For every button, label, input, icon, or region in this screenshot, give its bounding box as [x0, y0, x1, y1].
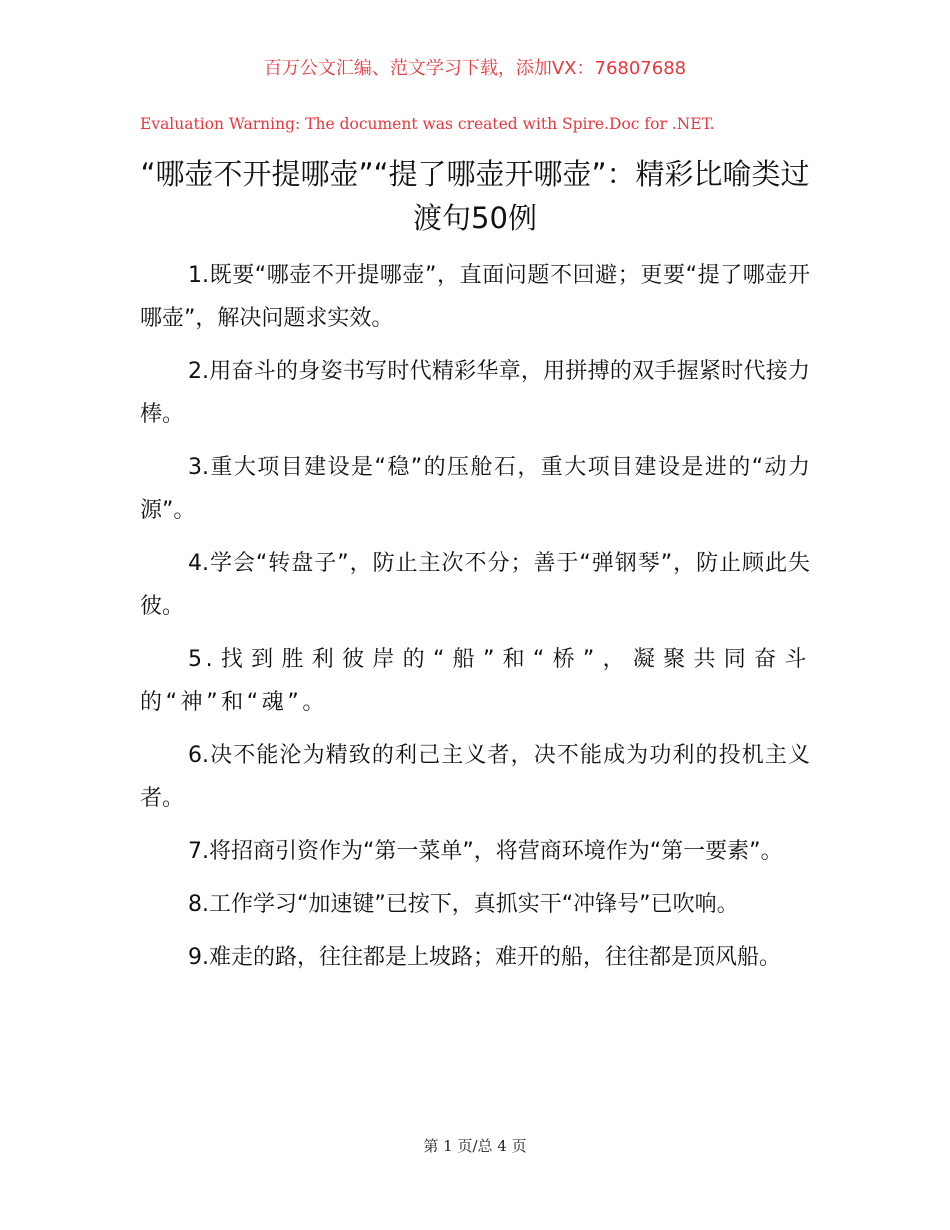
- header-ad-text: 百万公文汇编、范文学习下载，添加VX：76807688: [263, 58, 687, 79]
- list-item-1: 1.既要“哪壶不开提哪壶”，直面问题不回避；更要“提了哪壶开哪壶”，解决问题求实效。: [140, 263, 810, 331]
- list-item-8: 8.工作学习“加速键”已按下，真抓实干“冲锋号”已吹响。: [188, 892, 739, 917]
- list-item-6: 6.决不能沦为精致的利己主义者，决不能成为功利的投机主义者。: [140, 743, 810, 811]
- list-item-4: 4.学会“转盘子”，防止主次不分；善于“弹钢琴”，防止顾此失彼。: [140, 551, 810, 619]
- evaluation-warning: Evaluation Warning: The document was created with Spire.Doc for .NET.: [140, 115, 715, 133]
- list-item-9: 9.难走的路，往往都是上坡路；难开的船，往往都是顶风船。: [188, 945, 781, 970]
- page-number-footer: 第 1 页/总 4 页: [423, 1137, 527, 1155]
- list-item-5: 5.找到胜利彼岸的“船”和“桥”，凝聚共同奋斗的“神”和“魂”。: [140, 647, 810, 715]
- list-item-2: 2.用奋斗的身姿书写时代精彩华章，用拼搏的双手握紧时代接力棒。: [140, 359, 810, 427]
- list-item-7: 7.将招商引资作为“第一菜单”，将营商环境作为“第一要素”。: [188, 839, 783, 864]
- list-item-3: 3.重大项目建设是“稳”的压舱石，重大项目建设是进的“动力源”。: [140, 455, 810, 523]
- document-body: [140, 254, 810, 989]
- document-title: “哪壶不开提哪壶”“提了哪壶开哪壶”：精彩比喻类过渡句50例: [140, 157, 810, 235]
